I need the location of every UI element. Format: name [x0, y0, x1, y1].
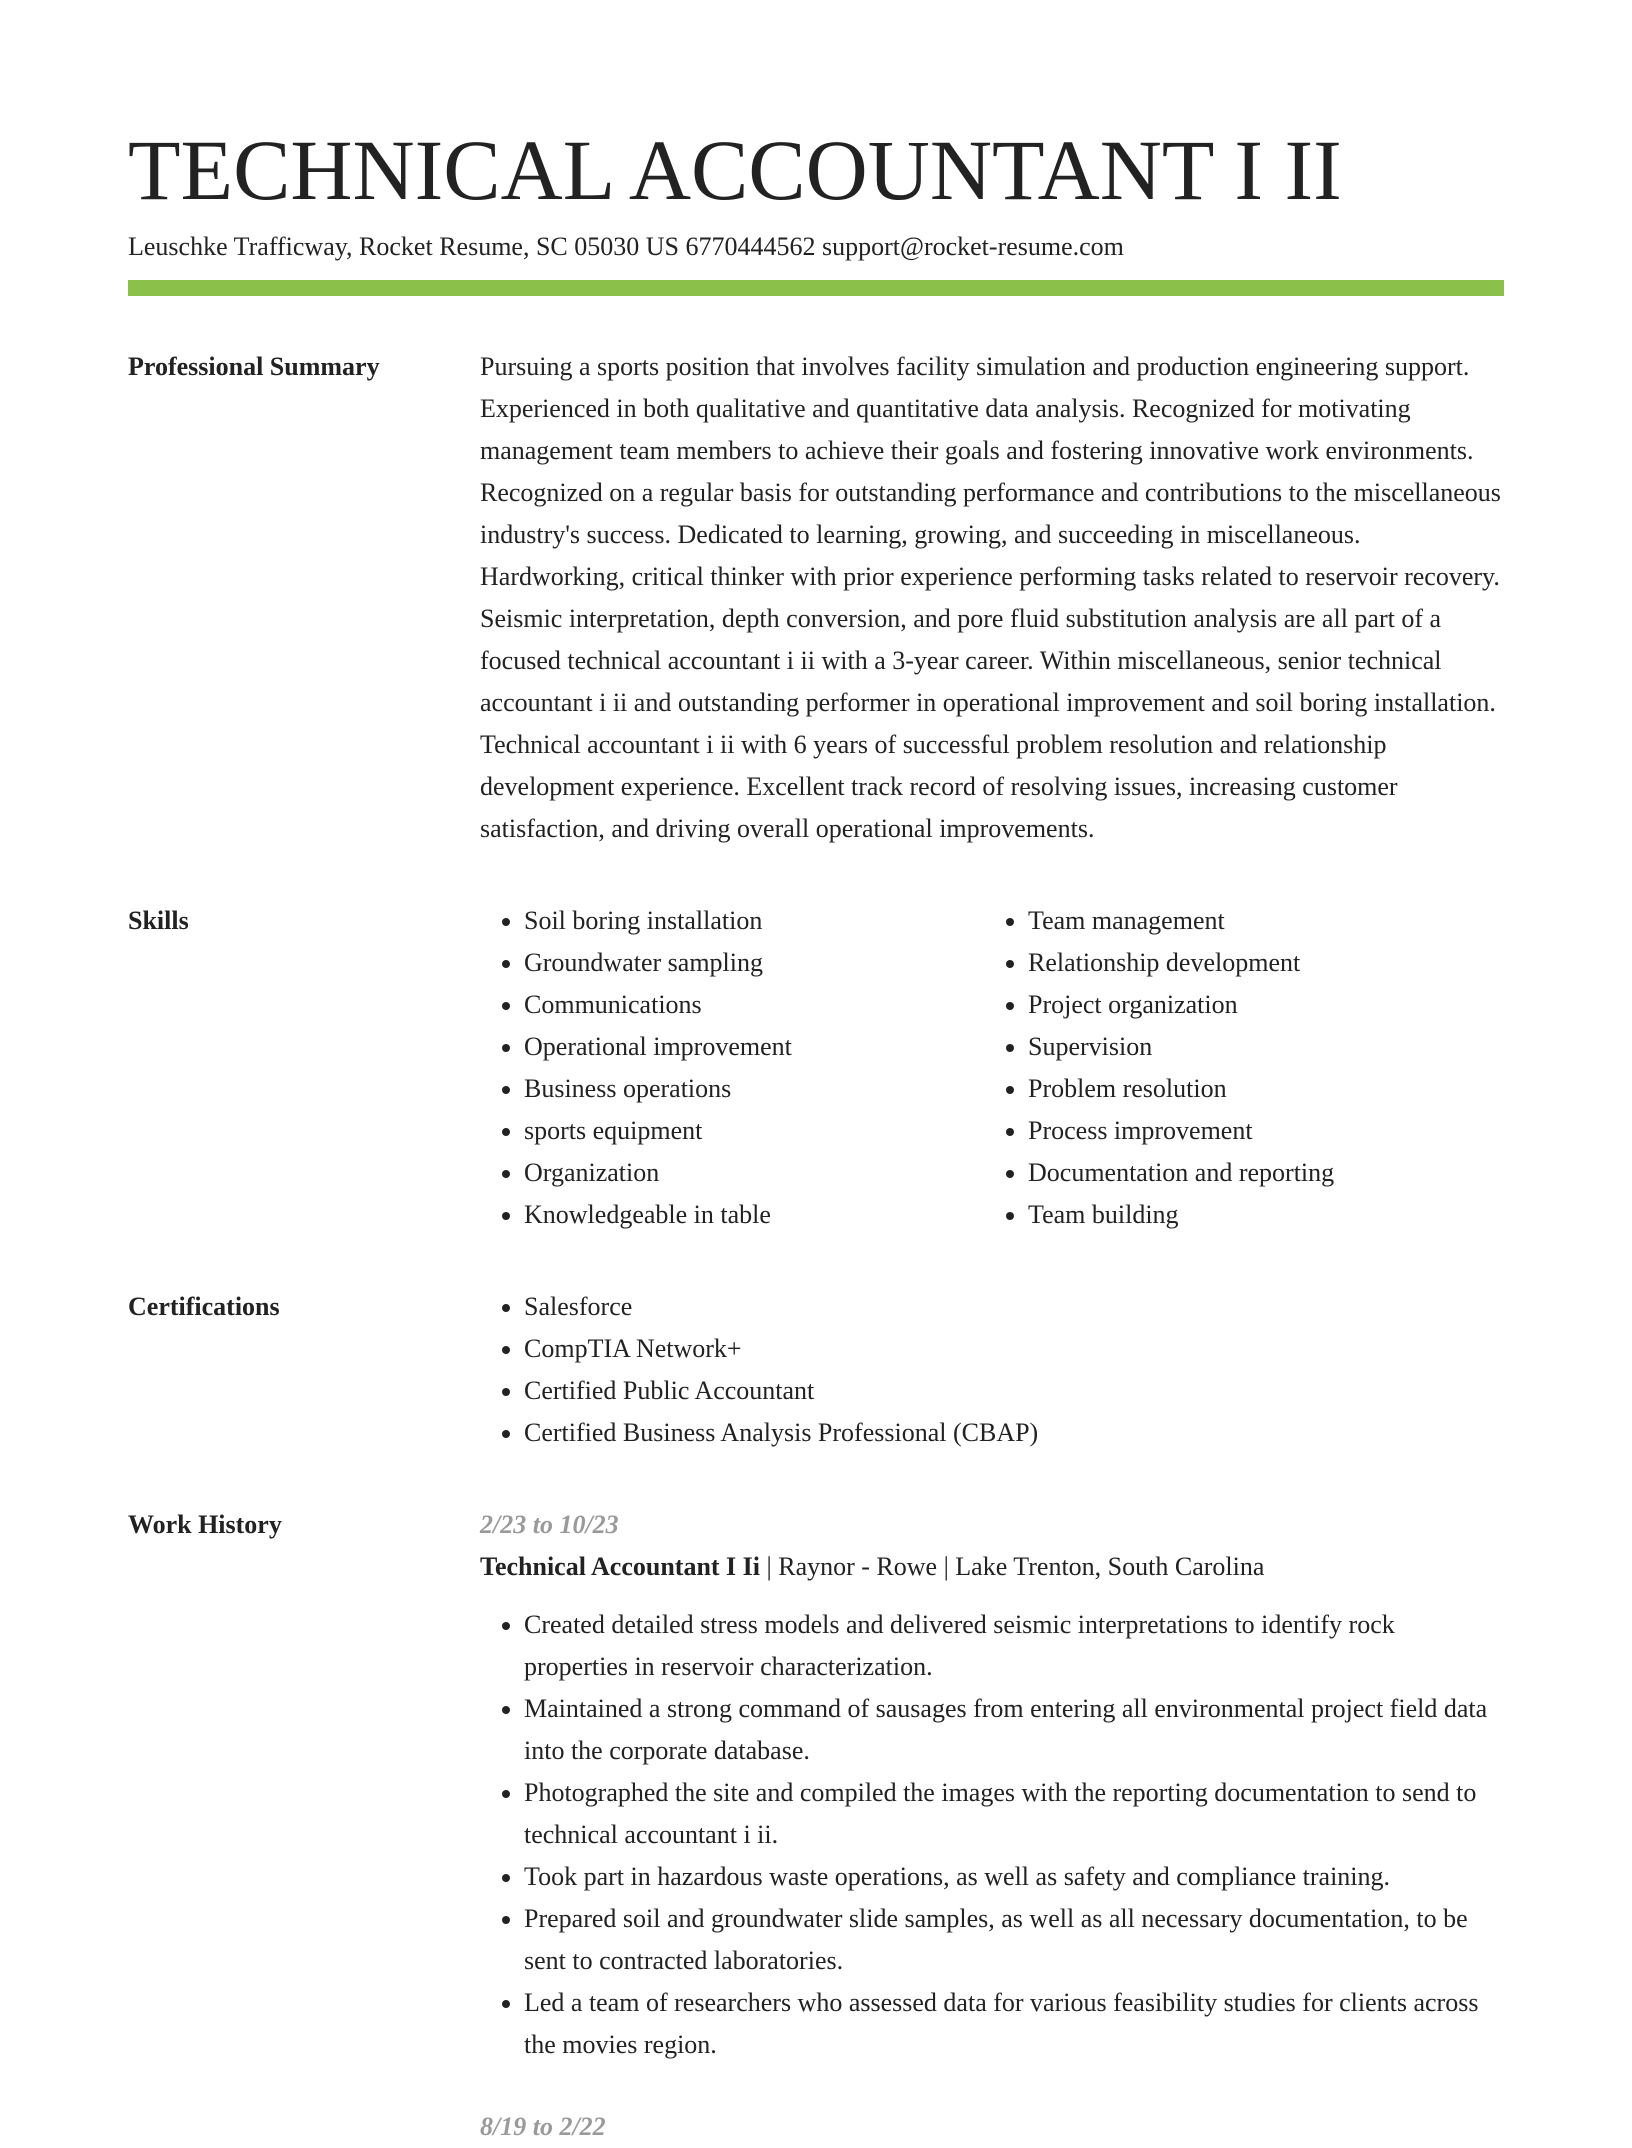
job-bullet: • Maintained a strong command of sausages from entering all environmental project field data into the corporate database. — [524, 1688, 1504, 1772]
skills-column-left — [480, 900, 984, 1236]
work-history-section — [128, 1504, 1504, 2148]
skill-item: • Soil boring installation — [524, 900, 984, 942]
job-bullet: • Created detailed stress models and delivered seismic interpretations to identify rock properties in reservoir characterization. — [524, 1604, 1504, 1688]
section-label: Work History — [128, 1510, 282, 1539]
resume-name: TECHNICAL ACCOUNTANT I II — [128, 122, 1342, 218]
section-label: Certifications — [128, 1292, 280, 1321]
header-accent-rule — [128, 280, 1504, 296]
certification-item: • Certified Public Accountant — [524, 1370, 1504, 1412]
job-entry — [480, 2106, 1504, 2148]
job-bullet: • Photographed the site and compiled the images with the reporting documentation to send to technical accountant i ii. — [524, 1772, 1504, 1856]
job-details: | Raynor - Rowe | Lake Trenton, South Carolina — [760, 1552, 1265, 1581]
certifications-list — [480, 1286, 1504, 1454]
certification-item: • Salesforce — [524, 1286, 1504, 1328]
skill-item: • Knowledgeable in table — [524, 1194, 984, 1236]
section-body — [480, 346, 1504, 850]
section-label: Skills — [128, 906, 189, 935]
certification-item: • Certified Business Analysis Professional (CBAP) — [524, 1412, 1504, 1454]
summary-text: Pursuing a sports position that involves facility simulation and production engineering support. Experienced in both qualitative and quantitative data analysis. Recognized for motivating management team members to achieve their goals and fostering innovative work environments. Recognized on a regular basis for outstanding performance and contributions to the miscellaneous industry's success. Dedicated to learning, growing, and succeeding in miscellaneous. Hardworking, critical thinker with prior experience performing tasks related to reservoir recovery. Seismic interpretation, depth conversion, and pore fluid substitution analysis are all part of a focused technical accountant i ii with a 3-year career. Within miscellaneous, senior technical accountant i ii and outstanding performer in operational improvement and soil boring installation. Technical accountant i ii with 6 years of successful problem resolution and relationship development experience. Excellent track record of resolving issues, increasing customer satisfaction, and driving overall operational improvements. — [480, 352, 1501, 843]
skill-item: • Documentation and reporting — [1028, 1152, 1488, 1194]
job-bullet: • Took part in hazardous waste operations, as well as safety and compliance training. — [524, 1856, 1504, 1898]
skill-item: • Problem resolution — [1028, 1068, 1488, 1110]
resume-page — [128, 120, 1504, 2148]
skills-list-left — [480, 900, 984, 1236]
contact-line: Leuschke Trafficway, Rocket Resume, SC 05030 US 6770444562 support@rocket-resume.com — [128, 232, 1124, 261]
skill-item: • Operational improvement — [524, 1026, 984, 1068]
skill-item: • Communications — [524, 984, 984, 1026]
skill-item: • sports equipment — [524, 1110, 984, 1152]
professional-summary-section — [128, 346, 1504, 850]
certification-item: • CompTIA Network+ — [524, 1328, 1504, 1370]
section-label: Professional Summary — [128, 352, 380, 381]
skill-item: • Relationship development — [1028, 942, 1488, 984]
skill-item: • Organization — [524, 1152, 984, 1194]
job-bullet: • Prepared soil and groundwater slide samples, as well as all necessary documentation, to be sent to contracted laboratories. — [524, 1898, 1504, 1982]
skill-item: • Project organization — [1028, 984, 1488, 1026]
skills-list-right — [984, 900, 1488, 1236]
section-body — [480, 1504, 1504, 2148]
skill-item: • Team building — [1028, 1194, 1488, 1236]
skill-item: • Business operations — [524, 1068, 984, 1110]
job-dates: 8/19 to 2/22 — [480, 2112, 606, 2141]
job-title-line — [480, 1546, 1504, 1588]
skill-item: • Team management — [1028, 900, 1488, 942]
job-dates: 2/23 to 10/23 — [480, 1510, 619, 1539]
skill-item: • Groundwater sampling — [524, 942, 984, 984]
section-body — [480, 1286, 1504, 1454]
job-bullets — [480, 1604, 1504, 2066]
job-title: Technical Accountant I Ii — [480, 1552, 761, 1581]
skills-column-right — [984, 900, 1488, 1236]
skill-item: • Supervision — [1028, 1026, 1488, 1068]
job-entry — [480, 1504, 1504, 2066]
certifications-section — [128, 1286, 1504, 1454]
skill-item: • Process improvement — [1028, 1110, 1488, 1152]
skills-section — [128, 900, 1504, 1236]
skills-grid — [480, 900, 1504, 1236]
job-bullet: • Led a team of researchers who assessed data for various feasibility studies for clients across the movies region. — [524, 1982, 1504, 2066]
